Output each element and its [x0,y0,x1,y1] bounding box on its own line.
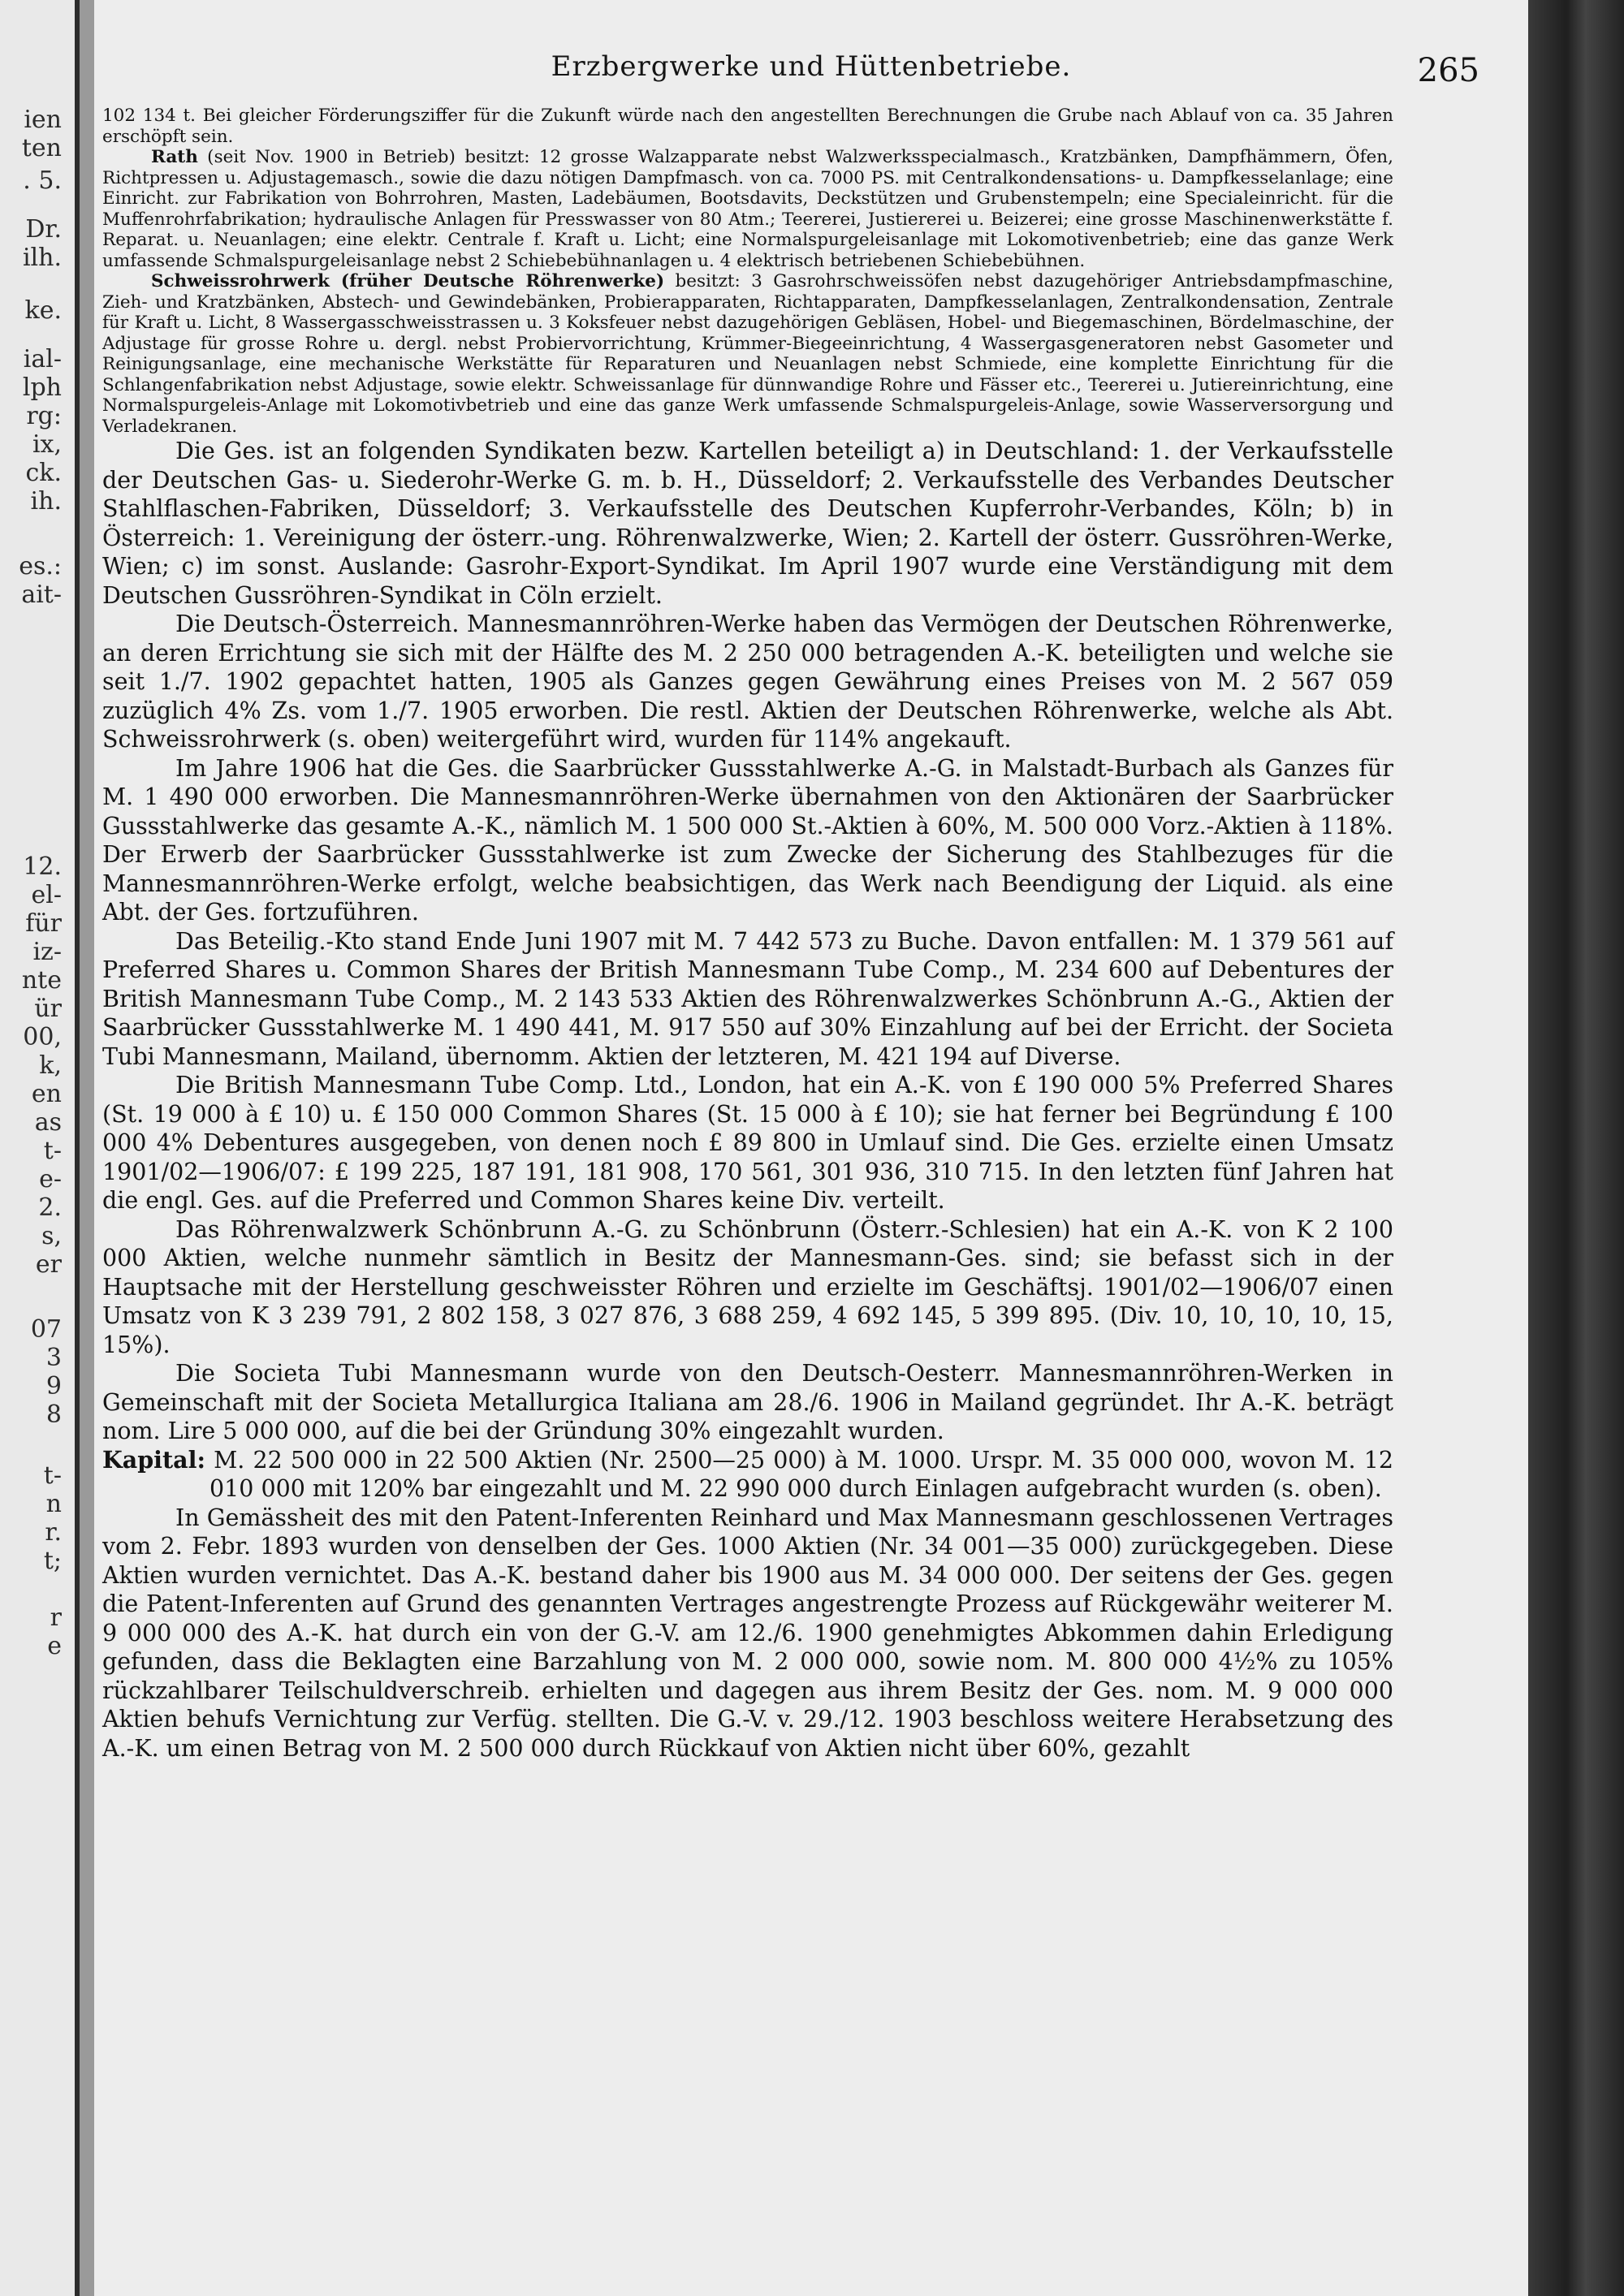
margin-fragment: ilh. [22,244,62,272]
paragraph-schoenbrunn: Das Röhrenwalzwerk Schönbrunn A.-G. zu Schönbrunn (Österr.-Schlesien) hat ein A.-K. von K 2 100 000 Aktien, welche nunmehr sämtlich in Besitz der Mannesmann-Ges. sind; sie befasst sich in der Hauptsache mit der Herstellung geschweisster Röhren und erzielte im Geschäftsj. 1901/02—1906/07 einen Umsatz von K 3 239 791, 2 802 158, 3 027 876, 3 688 259, 4 692 145, 5 399 895. (Div. 10, 10, 10, 10, 15, 15%). [102,1215,1393,1358]
paragraph-text: 102 134 t. Bei gleicher Förderungsziffer für die Zukunft würde nach den angestellten Berechnungen die Grube nach Ablauf von ca. 35 Jahren erschöpft sein. [102,106,1393,147]
margin-fragment: k, [39,1051,62,1080]
margin-fragment: as [34,1108,62,1137]
running-head: Erzbergwerke und Hüttenbetriebe. [551,50,1072,83]
margin-fragment: t- [43,1137,62,1165]
right-book-edge [1528,0,1624,2296]
margin-fragment: t- [43,1461,62,1490]
margin-fragment: 00, [23,1023,62,1051]
margin-fragment: für [25,909,62,938]
paragraph-rath-plant [102,147,1393,271]
paragraph-british-mannesmann: Die British Mannesmann Tube Comp. Ltd., London, hat ein A.-K. von £ 190 000 5% Preferred Shares (St. 19 000 à £ 10) u. £ 150 000 Common Shares (St. 15 000 à £ 10); sie hat ferner bei Begründung £ 100 000 4% Debentures ausgegeben, von denen noch £ 89 800 in Umlauf sind. Die Ges. erzielte einen Umsatz 1901/02—1906/07: £ 199 225, 187 191, 181 908, 170 561, 301 936, 310 715. In den letzten fünf Jahren hat die engl. Ges. auf die Preferred und Common Shares keine Div. verteilt. [102,1072,1393,1214]
margin-fragment: ix, [32,430,62,459]
paragraph-patent-contract: In Gemässheit des mit den Patent-Inferenten Reinhard und Max Mannesmann geschlossenen Vertrages vom 2. Febr. 1893 wurden von denselben der Ges. 1000 Aktien (Nr. 34 001—35 000) zurückgegeben. Diese Aktien wurden vernichtet. Das A.-K. bestand daher bis 1900 aus M. 34 000 000. Der seitens der Ges. gegen die Patent-Inferenten auf Grund des genannten Vertrages angestrengte Prozess auf Rückgewähr weiterer M. 9 000 000 des A.-K. hat durch ein von der G.-V. am 12./6. 1900 genehmigtes Abkommen dahin Erledigung gefunden, dass die Beklagten eine Barzahlung von M. 2 000 000, sowie nom. M. 800 000 4½% zu 105% rückzahlbarer Teilschuldverschreib. erhielten und dagegen aus ihrem Besitz der Ges. nom. M. 9 000 000 Aktien behufs Vernichtung zur Verfüg. stellten. Die G.-V. v. 29./12. 1903 beschloss weitere Herabsetzung des A.-K. um einen Betrag von M. 2 500 000 durch Rückkauf von Aktien nicht über 60%, gezahlt [102,1504,1393,1762]
margin-fragment: 3 [45,1344,62,1372]
paragraph-lead: Schweissrohrwerk (früher Deutsche Röhrenwerke) [151,271,665,291]
margin-fragment: ial- [23,345,62,373]
margin-fragment: en [31,1080,62,1108]
paragraph-societa-tubi: Die Societa Tubi Mannesmann wurde von den Deutsch-Oesterr. Mannesmannröhren-Werken in Gemeinschaft mit der Societa Metallurgica Italiana am 28./6. 1906 in Mailand gegründet. Ihr A.-K. beträgt nom. Lire 5 000 000, auf die bei der Gründung 30% eingezahlt wurden. [102,1360,1393,1444]
margin-fragment: e- [39,1165,62,1193]
margin-fragment: 2. [38,1193,62,1222]
margin-fragment: s, [41,1222,62,1250]
margin-fragment: e [47,1632,62,1660]
margin-fragment: ke. [24,296,62,325]
kapital-label: Kapital: [102,1445,205,1474]
paragraph-saarbruecken: Im Jahre 1906 hat die Ges. die Saarbrücker Gussstahlwerke A.-G. in Malstadt-Burbach als Ganzes für M. 1 490 000 erworben. Die Mannesmannröhren-Werke übernahmen von den Aktionären der Saarbrücker Gussstahlwerke das gesamte A.-K., nämlich M. 1 500 000 St.-Aktien à 60%, M. 500 000 Vorz.-Aktien à 118%. Der Erwerb der Saarbrücker Gussstahlwerke ist zum Zwecke der Sicherung des Stahlbezuges für die Mannesmannröhren-Werke erfolgt, welche beabsichtigen, das Werk nach Beendigung der Liquid. als eine Abt. der Ges. fortzuführen. [102,754,1393,926]
previous-page-edge [0,0,80,2296]
margin-fragment: 07 [30,1315,62,1344]
paragraph-participations: Das Beteilig.-Kto stand Ende Juni 1907 mit M. 7 442 573 zu Buche. Davon entfallen: M. 1 379 561 auf Preferred Shares u. Common Shares der British Mannesmann Tube Comp., M. 234 600 auf Debentures der British Mannesmann Tube Comp., M. 2 143 533 Aktien des Röhrenwalzwerkes Schönbrunn A.-G., Aktien der Saarbrücker Gussstahlwerke M. 1 490 441, M. 917 550 auf 30% Einzahlung auf bei der Erricht. der Societa Tubi Mannesmann, Mailand, übernomm. Aktien der letzteren, M. 421 194 auf Diverse. [102,927,1393,1070]
margin-fragment: r. [45,1518,62,1547]
margin-fragment: Dr. [25,215,62,244]
margin-fragment: nte [21,966,62,995]
margin-fragment: t; [43,1547,62,1575]
margin-fragment: ten [21,134,62,162]
margin-fragment: el- [31,881,62,909]
paragraph-syndicates: Die Ges. ist an folgenden Syndikaten bezw. Kartellen beteiligt a) in Deutschland: 1. der Verkaufsstelle der Deutschen Gas- u. Siederohr-Werke G. m. b. H., Düsseldorf; 2. Verkaufsstelle des Verbandes Deutscher Stahlflaschen-Fabriken, Düsseldorf; 3. Verkaufsstelle des Deutschen Kupferrohr-Verbandes, Köln; b) in Österreich: 1. Vereinigung der österr.-ung. Röhrenwalzwerke, Wien; 2. Kartell der österr. Gussröhren-Werke, Wien; c) im sonst. Auslande: Gasrohr-Export-Syndikat. Im April 1907 wurde eine Verständigung mit dem Deutschen Gussröhren-Syndikat in Cöln erzielt. [102,438,1393,609]
paragraph-text: (seit Nov. 1900 in Betrieb) besitzt: 12 grosse Walzapparate nebst Walzwerksspecialmasch., Kratzbänken, Dampfhämmern, Öfen, Richtpressen u. Adjustagemasch., sowie die dazu nötigen Dampfmasch. von ca. 7000 PS. mit Centralkondensations- u. Dampfkesselanlage; eine Einricht. zur Fabrikation von Bohrrohren, Masten, Ladebäumen, Bootsdavits, Deckstützen und Grubenstempeln; eine Specialeinricht. für die Muffenrohrfabrikation; hydraulische Anlagen für Presswasser von 80 Atm.; Teererei, Justiererei u. Beizerei; eine grosse Maschinenwerkstätte f. Reparat. u. Neuanlagen; eine elektr. Centrale f. Kraft u. Licht; eine Normalspurgeleisanlage mit Lokomotivenbetrieb; eine das ganze Werk umfassende Schmalspurgeleisanlage nebst 2 Schiebebühnanlagen u. 4 elektrisch betriebenen Schiebebühnen. [102,147,1393,271]
paragraph-deutsche-roehrenwerke: Die Deutsch-Österreich. Mannesmannröhren-Werke haben das Vermögen der Deutschen Röhrenwerke, an deren Errichtung sie sich mit der Hälfte des M. 2 250 000 betragenden A.-K. beteiligten und welche sie seit 1./7. 1902 gepachtet hatten, 1905 als Ganzes gegen Gewährung eines Preises von M. 2 567 059 zuzüglich 4% Zs. vom 1./7. 1905 erworben. Die restl. Aktien der Deutschen Röhrenwerke, welche als Abt. Schweissrohrwerk (s. oben) weitergeführt wird, wurden für 114% angekauft. [102,611,1393,753]
margin-fragment: r [50,1603,62,1632]
page-content [102,106,1393,1763]
margin-fragment: iz- [32,938,62,966]
paragraph-text: besitzt: 3 Gasrohrschweissöfen nebst dazugehöriger Antriebsdampfmaschine, Zieh- und Kratzbänken, Abstech- und Gewindebänken, Probierapparaten, Richtapparaten, Dampfkesselanlagen, Zentralkondensation, Zentrale für Kraft u. Licht, 8 Wassergasschweisstrassen u. 3 Koksfeuer nebst dazugehörigen Gebläsen, Hobel- und Biegemaschinen, Bördelmaschine, der Adjustage für grosse Rohre u. dergl. nebst Probiervorrichtung, Krümmer-Biegeeinrichtung, 4 Wassergasgeneratoren nebst Gasometer und Reinigungsanlage, eine mechanische Werkstätte für Reparaturen und Neuanlagen nebst Schmiede, eine komplette Einrichtung für die Schlangenfabrikation nebst Adjustage, sowie elektr. Schweissanlage für dünnwandige Rohre und Fässer etc., Teererei u. Jutiereinrichtung, eine Normalspurgeleis-Anlage mit Lokomotivbetrieb und eine das ganze Werk umfassende Schmalspurgeleis-Anlage, sowie Wasserversorgung und Verladekranen. [102,271,1393,437]
book-page [94,0,1528,2296]
margin-fragment: . 5. [23,166,62,195]
book-gutter [80,0,94,2296]
paragraph-schweissrohrwerk [102,271,1393,437]
margin-fragment: lph [22,373,62,402]
margin-fragment: 8 [45,1400,62,1429]
margin-fragment: ih. [30,487,62,516]
paragraph-text: M. 22 500 000 in 22 500 Aktien (Nr. 2500—25 000) à M. 1000. Urspr. M. 35 000 000, wovon M. 12 010 000 mit 120% bar eingezahlt und M. 22 990 000 durch Einlagen aufgebracht wurden (s. oben). [205,1446,1393,1502]
paragraph-mine-output [102,106,1393,147]
margin-fragment: er [35,1250,62,1279]
paragraph-kapital [102,1446,1393,1504]
paragraph-lead: Rath [151,147,198,167]
margin-fragment: n [45,1490,62,1518]
margin-fragment: ür [34,995,62,1023]
margin-fragment: ien [24,106,62,134]
margin-fragment: 9 [45,1372,62,1400]
margin-fragment: rg: [26,402,62,430]
margin-fragment: ck. [25,459,62,487]
margin-fragment: ait- [21,580,62,609]
page-number: 265 [1417,52,1479,89]
margin-fragment: 12. [23,852,62,881]
margin-fragment: es.: [19,552,62,580]
page-header [94,44,1528,93]
